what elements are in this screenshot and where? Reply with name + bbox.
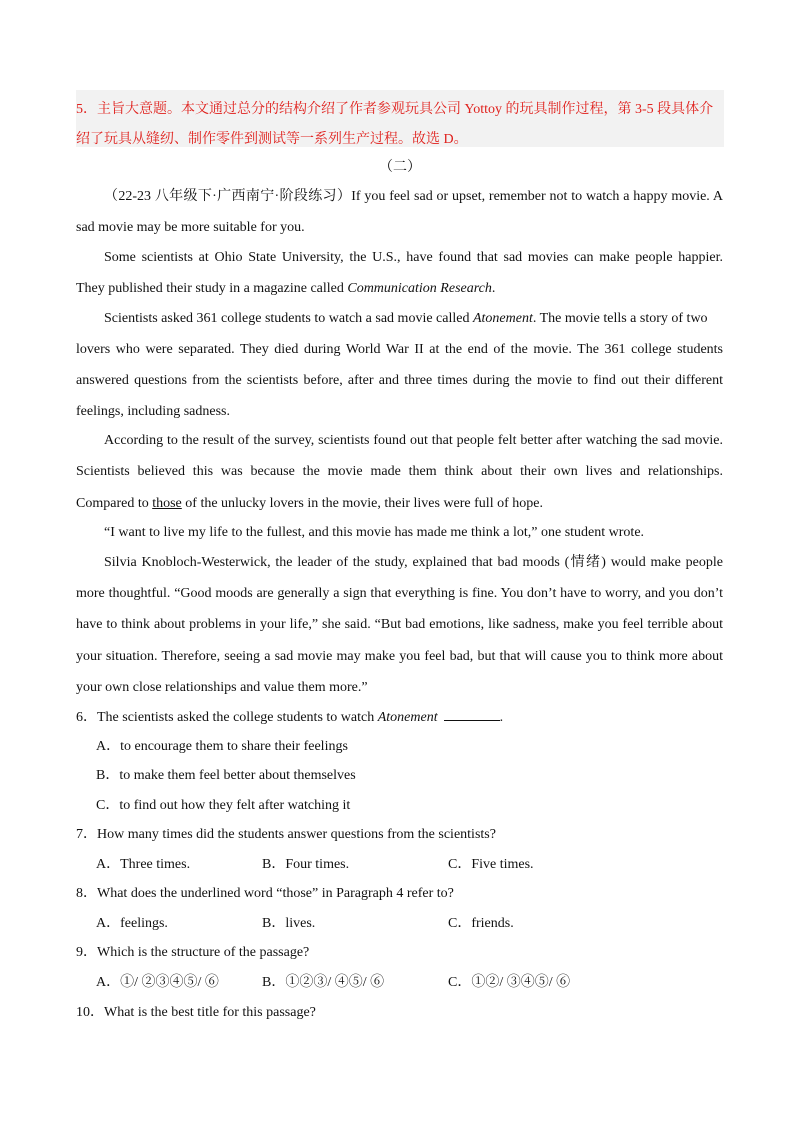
question-7-stem: 7．How many times did the students answer questions from the scientists? (76, 827, 496, 842)
answer-explanation-line-2: 绍了玩具从缝纫、制作零件到测试等一系列生产过程。故选 D。 (76, 132, 468, 147)
passage-line: According to the result of the survey, scientists found out that people felt better after watching the sad movie. (104, 433, 723, 448)
magazine-title: Communication Research (347, 281, 492, 296)
question-8-option-a: A．feelings. (96, 916, 168, 931)
question-9-option-b: B．①②③/ ④⑤/ ⑥ (262, 975, 385, 990)
passage-text: . The movie tells a story of two (532, 311, 708, 326)
passage-text: Compared to (76, 496, 153, 511)
passage-line: have to think about problems in your life,” she said. “But bad emotions, like sadness, make you feel terrible about (76, 617, 723, 632)
movie-title: Atonement (377, 710, 438, 725)
answer-explanation-line-1: 5．主旨大意题。本文通过总分的结构介绍了作者参观玩具公司 Yottoy 的玩具制作过程，第 3-5 段具体介 (76, 102, 714, 117)
question-9-stem: 9．Which is the structure of the passage? (76, 945, 310, 960)
passage-text: Scientists asked 361 college students to watch a sad movie called (104, 311, 473, 326)
question-text: . (499, 710, 504, 725)
section-title: （二） (379, 160, 421, 175)
movie-title: Atonement (472, 311, 533, 326)
passage-line (76, 495, 543, 513)
question-6-stem (76, 708, 503, 727)
passage-line: feelings, including sadness. (76, 404, 230, 419)
answer-blank (444, 708, 500, 721)
passage-line: more thoughtful. “Good moods are generally a sign that everything is fine. You don’t have to worry, and you don’t (76, 586, 723, 601)
passage-line (76, 280, 495, 298)
question-7-option-b: B．Four times. (262, 857, 350, 872)
passage-line: your situation. Therefore, seeing a sad movie may make you feel bad, but that will cause you to think more about (76, 649, 723, 664)
passage-line: Some scientists at Ohio State University, the U.S., have found that sad movies can make people happier. (104, 250, 723, 265)
passage-line: lovers who were separated. They died during World War II at the end of the movie. The 361 college students (76, 342, 723, 357)
question-10-stem: 10．What is the best title for this passage? (76, 1005, 316, 1020)
question-8-option-c: C．friends. (448, 916, 514, 931)
passage-line: answered questions from the scientists before, after and three times during the movie to find out their different (76, 373, 723, 388)
passage-line (104, 310, 708, 328)
passage-line: Scientists believed this was because the movie made them think about their own lives and relationships. (76, 464, 723, 479)
underlined-word-those: those (152, 496, 182, 511)
passage-text: They published their study in a magazine called (76, 281, 348, 296)
question-7-option-a: A．Three times. (96, 857, 191, 872)
question-6-option-b: B．to make them feel better about themselves (96, 768, 356, 783)
question-6-option-a: A．to encourage them to share their feelings (96, 739, 348, 754)
question-9-option-c: C．①②/ ③④⑤/ ⑥ (448, 975, 571, 990)
passage-text: of the unlucky lovers in the movie, their lives were full of hope. (181, 496, 543, 511)
passage-line: your own close relationships and value them more.” (76, 680, 368, 695)
passage-line: （22-23 八年级下·广西南宁·阶段练习）If you feel sad or upset, remember not to watch a happy movie. A (104, 189, 723, 204)
passage-line: sad movie may be more suitable for you. (76, 220, 305, 235)
question-8-option-b: B．lives. (262, 916, 316, 931)
passage-line: “I want to live my life to the fullest, and this movie has made me think a lot,” one student wrote. (104, 525, 645, 540)
question-8-stem: 8．What does the underlined word “those” in Paragraph 4 refer to? (76, 886, 454, 901)
passage-text: . (491, 281, 496, 296)
question-7-option-c: C．Five times. (448, 857, 534, 872)
passage-line: Silvia Knobloch-Westerwick, the leader of the study, explained that bad moods (情绪) would make people (104, 555, 723, 570)
question-9-option-a: A．①/ ②③④⑤/ ⑥ (96, 975, 219, 990)
question-text: 6．The scientists asked the college students to watch (76, 710, 378, 725)
question-6-option-c: C．to find out how they felt after watching it (96, 798, 351, 813)
